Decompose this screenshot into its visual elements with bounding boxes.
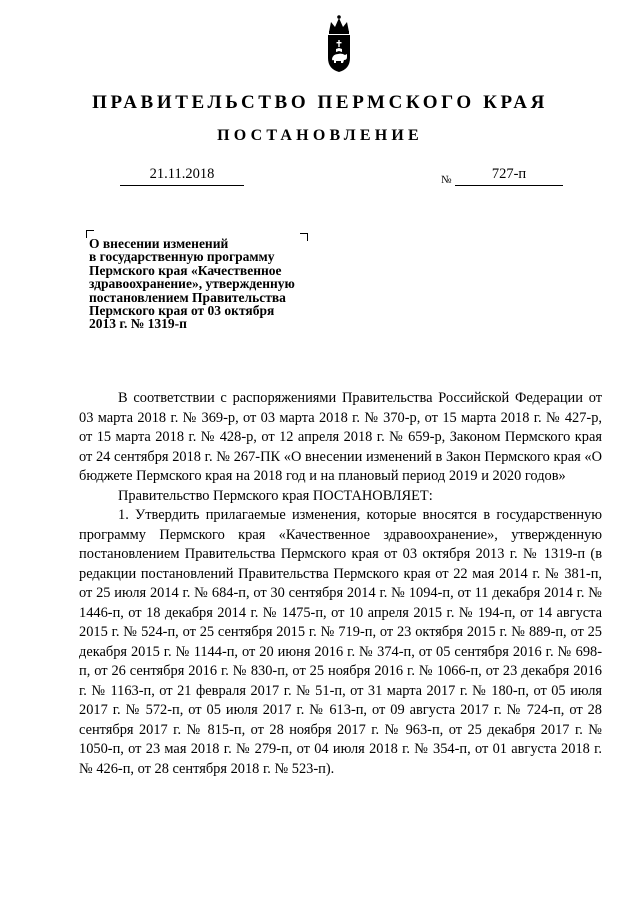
title-line: Пермского края «Качественное (89, 262, 282, 278)
document-number: 727-п (455, 166, 563, 186)
document-type: ПОСТАНОВЛЕНИЕ (217, 127, 423, 144)
number-label: № (441, 174, 452, 186)
document-body (79, 389, 602, 779)
title-line: 2013 г. № 1319-п (89, 316, 187, 332)
coat-of-arms-icon (323, 14, 355, 74)
title-line: здравоохранение», утвержденную (89, 276, 295, 292)
document-date: 21.11.2018 (120, 166, 244, 186)
title-line: постановлением Правительства (89, 289, 286, 305)
title-line: О внесении изменений (89, 236, 229, 251)
title-line: в государственную программу (89, 249, 275, 265)
title-line: Пермского края от 03 октября (89, 303, 275, 319)
document-title (89, 237, 329, 331)
body-paragraph: В соответствии с распоряжениями Правительства Российской Федерации от 03 марта 2018 г. № 369-р, от 03 марта 2018 г. № 370-р, от 15 марта 2018 г. № 427-р, от 15 марта 2018 г. № 428-р, от 12 апреля 2018 г. № 659-р, Законом Пермского края от 24 сентября 2018 г. № 267-ПК «О внесении изменений в Закон Пермского края «О бюджете Пермского края на 2018 год и на плановый период 2019 и 2020 годов» (79, 390, 602, 484)
body-paragraph: Правительство Пермского края ПОСТАНОВЛЯЕТ: (118, 487, 433, 504)
body-paragraph: 1. Утвердить прилагаемые изменения, которые вносятся в государственную программу Пермского края «Качественное здравоохранение», утвержденную постановлением Правительства Пермского края от 03 октября 2013 г. № 1319-п (в редакции постановлений Правительства Пермского края от 22 мая 2014 г. № 381-п, от 25 июля 2014 г. № 684-п, от 30 сентября 2014 г. № 1094-п, от 11 декабря 2014 г. № 1446-п, от 18 декабря 2014 г. № 1475-п, от 10 апреля 2015 г. № 194-п, от 14 августа 2015 г. № 524-п, от 25 сентября 2015 г. № 719-п, от 23 октября 2015 г. № 889-п, от 25 декабря 2015 г. № 1144-п, от 20 июня 2016 г. № 374-п, от 05 сентября 2016 г. № 698-п, от 26 сентября 2016 г. № 830-п, от 25 ноября 2016 г. № 1066-п, от 23 декабря 2016 г. № 1163-п, от 21 февраля 2017 г. № 51-п, от 31 марта 2017 г. № 180-п, от 05 июля 2017 г. № 572-п, от 05 июля 2017 г. № 613-п, от 09 августа 2017 г. № 724-п, от 28 сентября 2017 г. № 815-п, от 28 ноября 2017 г. № 963-п, от 25 декабря 2017 г. № 1050-п, от 23 мая 2018 г. № 279-п, от 04 июля 2018 г. № 354-п, от 01 августа 2018 г. № 426-п, от 28 сентября 2018 г. № 523-п). (79, 507, 602, 777)
government-name: ПРАВИТЕЛЬСТВО ПЕРМСКОГО КРАЯ (92, 92, 548, 113)
